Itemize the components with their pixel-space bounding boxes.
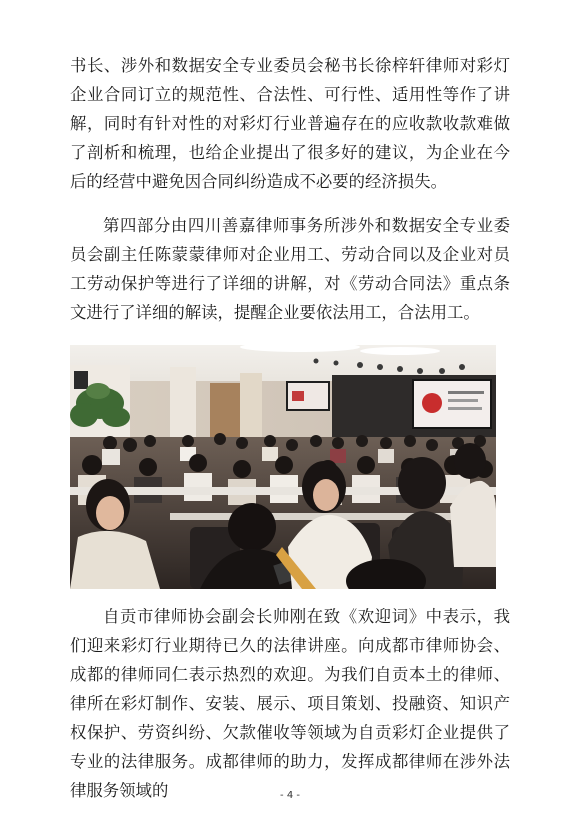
seminar-photo — [70, 337, 496, 589]
seminar-photo-drawing — [70, 337, 496, 589]
paragraph-welcome-speech: 自贡市律师协会副会长帅刚在致《欢迎词》中表示，我们迎来彩灯行业期待已久的法律讲座。向成都市律师协会、成都的律师同仁表示热烈的欢迎。为我们自贡本土的律师、律所在彩灯制作、安装、展示、项目策划、投融资、知识产权保护、劳资纠纷、欠款催收等领域为自贡彩灯企业提供了专业的法律服务。成都律师的助力，发挥成都律师在涉外法律服务领域的 — [70, 607, 510, 800]
paragraph-labor-law-lecture: 第四部分由四川善嘉律师事务所涉外和数据安全专业委员会副主任陈蒙蒙律师对企业用工、劳动合同以及企业对员工劳动保护等进行了详细的讲解，对《劳动合同法》重点条文进行了详细的解读，提醒企业要依法用工，合法用工。 — [70, 216, 510, 322]
paragraph-contract-lecture: 书长、涉外和数据安全专业委员会秘书长徐梓轩律师对彩灯企业合同订立的规范性、合法性、可行性、适用性等作了讲解，同时有针对性的对彩灯行业普遍存在的应收款收款难做了剖析和梳理，也给企业提出了很多好的建议，为企业在今后的经营中避免因合同纠纷造成不必要的经济损失。 — [70, 56, 510, 191]
page-number: - 4 - — [280, 790, 300, 801]
